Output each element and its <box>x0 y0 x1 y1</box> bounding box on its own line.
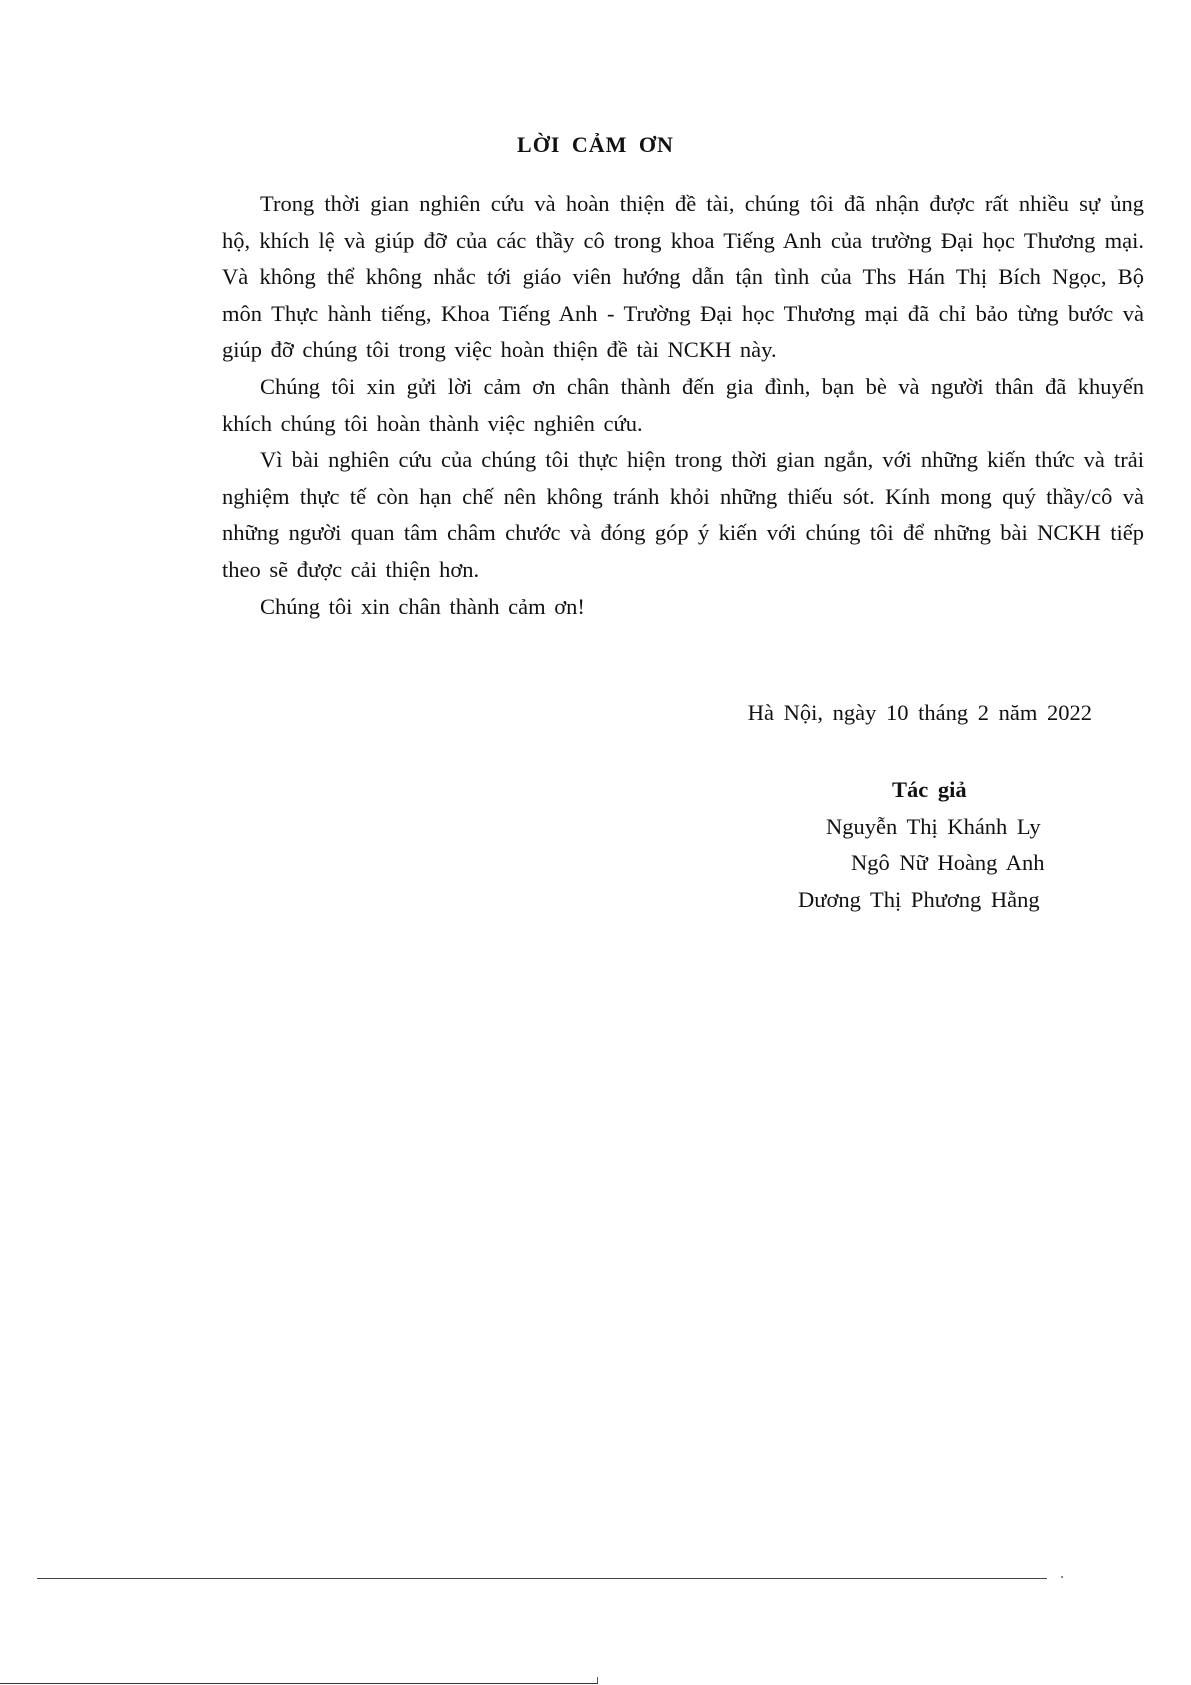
paragraph-1: Trong thời gian nghiên cứu và hoàn thiện đề tài, chúng tôi đã nhận được rất nhiều sự ủng hộ, khích lệ và giúp đỡ của các thầy cô trong khoa Tiếng Anh của trường Đại học Thương mại. Và không thể không nhắc tới giáo viên hướng dẫn tận tình của Ths Hán Thị Bích Ngọc, Bộ môn Thực hành tiếng, Khoa Tiếng Anh - Trường Đại học Thương mại đã chỉ bảo từng bước và giúp đỡ chúng tôi trong việc hoàn thiện đề tài NCKH này. <box>222 191 1144 363</box>
footer-dot <box>1061 1576 1063 1578</box>
author-name: Dương Thị Phương Hằng <box>798 886 1040 912</box>
author-name: Nguyễn Thị Khánh Ly <box>826 813 1041 839</box>
acknowledgement-body <box>222 186 1144 625</box>
paragraph-3: Vì bài nghiên cứu của chúng tôi thực hiện trong thời gian ngắn, với những kiến thức và trải nghiệm thực tế còn hạn chế nên không tránh khỏi những thiếu sót. Kính mong quý thầy/cô và những người quan tâm châm chước và đóng góp ý kiến với chúng tôi để những bài NCKH tiếp theo sẽ được cải thiện hơn. <box>222 447 1144 582</box>
paragraph-2: Chúng tôi xin gửi lời cảm ơn chân thành đến gia đình, bạn bè và người thân đã khuyến khích chúng tôi hoàn thành việc nghiên cứu. <box>222 373 1144 436</box>
bottom-divider-tick <box>597 1677 598 1683</box>
footer-divider <box>37 1578 1047 1579</box>
signature-heading: Tác giả <box>892 777 967 802</box>
bottom-divider <box>0 1683 598 1684</box>
signature-block <box>740 772 1140 918</box>
page-title: LỜI CẢM ƠN <box>517 132 674 157</box>
author-name: Ngô Nữ Hoàng Anh <box>851 850 1045 875</box>
date-line: Hà Nội, ngày 10 tháng 2 năm 2022 <box>747 700 1092 725</box>
paragraph-4: Chúng tôi xin chân thành cảm ơn! <box>260 593 585 619</box>
